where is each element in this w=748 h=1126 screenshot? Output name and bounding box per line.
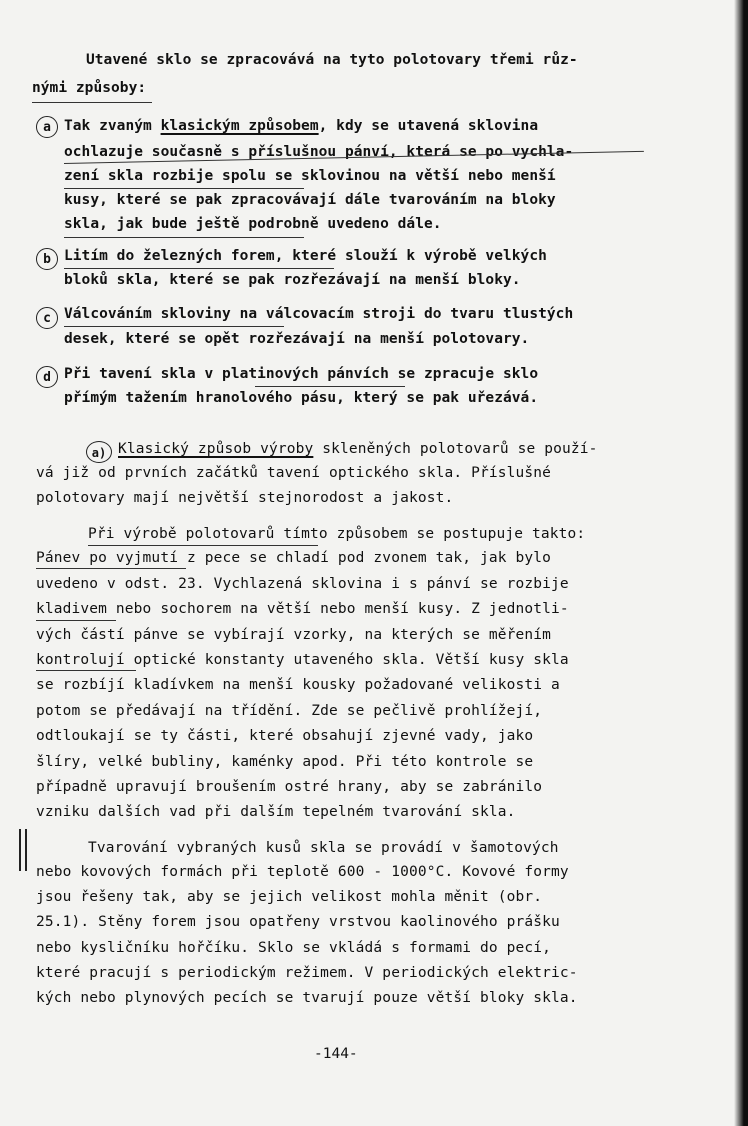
paragraph-line: kontrolují optické konstanty utaveného skla. Větší kusy skla xyxy=(36,652,569,668)
section-a-line-2: vá již od prvních začátků tavení optického skla. Příslušné xyxy=(36,465,552,481)
paragraph-line: které pracují s periodickým režimem. V periodických elektric- xyxy=(36,965,578,981)
method-b-line-2: bloků skla, které se pak rozřezávají na menší bloky. xyxy=(64,272,521,288)
pencil-underline xyxy=(64,237,304,238)
paragraph-line: uvedeno v odst. 23. Vychlazená sklovina i s pánví se rozbije xyxy=(36,576,569,592)
method-d-line-1: Při tavení skla v platinových pánvích se zpracuje sklo xyxy=(64,366,539,382)
pencil-underline xyxy=(255,386,405,387)
paragraph-line: jsou řešeny tak, aby se jejich velikost mohla měnit (obr. xyxy=(36,889,543,905)
pencil-underline xyxy=(88,545,318,546)
paragraph-line: kladivem nebo sochorem na větší nebo menší kusy. Z jednotli- xyxy=(36,601,569,617)
method-c-marker: c xyxy=(36,307,58,329)
scan-edge-shadow xyxy=(734,0,748,1126)
method-b-line-1: Litím do železných forem, které slouží k výrobě velkých xyxy=(64,248,547,264)
paragraph-line: případně upravují broušením ostré hrany, aby se zabránilo xyxy=(36,779,543,795)
paragraph-line: šlíry, velké bubliny, kaménky apod. Při této kontrole se xyxy=(36,754,534,770)
paragraph-line: Tvarování vybraných kusů skla se provádí v šamotových xyxy=(88,840,559,856)
paragraph-line: odtloukají se ty části, které obsahují zjevné vady, jako xyxy=(36,728,534,744)
pencil-underline xyxy=(36,568,186,569)
pencil-underline xyxy=(36,620,116,621)
paragraph-line: nebo kovových formách při teplotě 600 - 1000°C. Kovové formy xyxy=(36,864,569,880)
method-d-line-2: přímým tažením hranolového pásu, který se pak uřezává. xyxy=(64,390,539,406)
pencil-underline xyxy=(36,670,136,671)
method-a-line-1: Tak zvaným klasickým způsobem, kdy se utavená sklovina xyxy=(64,118,539,134)
method-c-line-2: desek, které se opět rozřezávají na menší polotovary. xyxy=(64,331,530,347)
paragraph-line: Pánev po vyjmutí z pece se chladí pod zvonem tak, jak bylo xyxy=(36,550,552,566)
method-c-line-1: Válcováním skloviny na válcovacím stroji do tvaru tlustých xyxy=(64,306,574,322)
method-a-line-2: ochlazuje současně s příslušnou pánví, která se po vychla- xyxy=(64,144,574,160)
section-a-line-1: Klasický způsob výroby skleněných polotovarů se použí- xyxy=(118,441,598,457)
pencil-underline xyxy=(32,102,152,103)
pencil-underline xyxy=(64,268,334,269)
method-a-line-5: skla, jak bude ještě podrobně uvedeno dále. xyxy=(64,216,442,232)
margin-mark xyxy=(17,829,31,873)
paragraph-line: potom se předávají na třídění. Zde se pečlivě prohlížejí, xyxy=(36,703,543,719)
section-a-line-3: polotovary mají největší stejnorodost a jakost. xyxy=(36,490,454,506)
paragraph-line: se rozbíjí kladívkem na menší kousky požadované velikosti a xyxy=(36,677,560,693)
paragraph-line: nebo kysličníku hořčíku. Sklo se vkládá s formami do pecí, xyxy=(36,940,552,956)
intro-line-2: nými způsoby: xyxy=(32,80,147,96)
method-a-marker: a xyxy=(36,116,58,138)
method-a-line-3: zení skla rozbije spolu se sklovinou na větší nebo menší xyxy=(64,168,556,184)
section-a-marker: a) xyxy=(86,441,112,463)
paragraph-line: Při výrobě polotovarů tímto způsobem se postupuje takto: xyxy=(88,526,586,542)
page-number: -144- xyxy=(314,1046,358,1062)
pencil-underline xyxy=(64,188,304,189)
paragraph-line: vých částí pánve se vybírají vzorky, na kterých se měřením xyxy=(36,627,552,643)
intro-line-1: Utavené sklo se zpracovává na tyto polotovary třemi růz- xyxy=(86,52,578,68)
method-a-line-4: kusy, které se pak zpracovávají dále tvarováním na bloky xyxy=(64,192,556,208)
pencil-underline xyxy=(64,326,284,327)
method-d-marker: d xyxy=(36,366,58,388)
method-b-marker: b xyxy=(36,248,58,270)
paragraph-line: kých nebo plynových pecích se tvarují pouze větší bloky skla. xyxy=(36,990,578,1006)
paragraph-line: vzniku dalších vad při dalším tepelném tvarování skla. xyxy=(36,804,516,820)
paragraph-line: 25.1). Stěny forem jsou opatřeny vrstvou kaolinového prášku xyxy=(36,914,560,930)
